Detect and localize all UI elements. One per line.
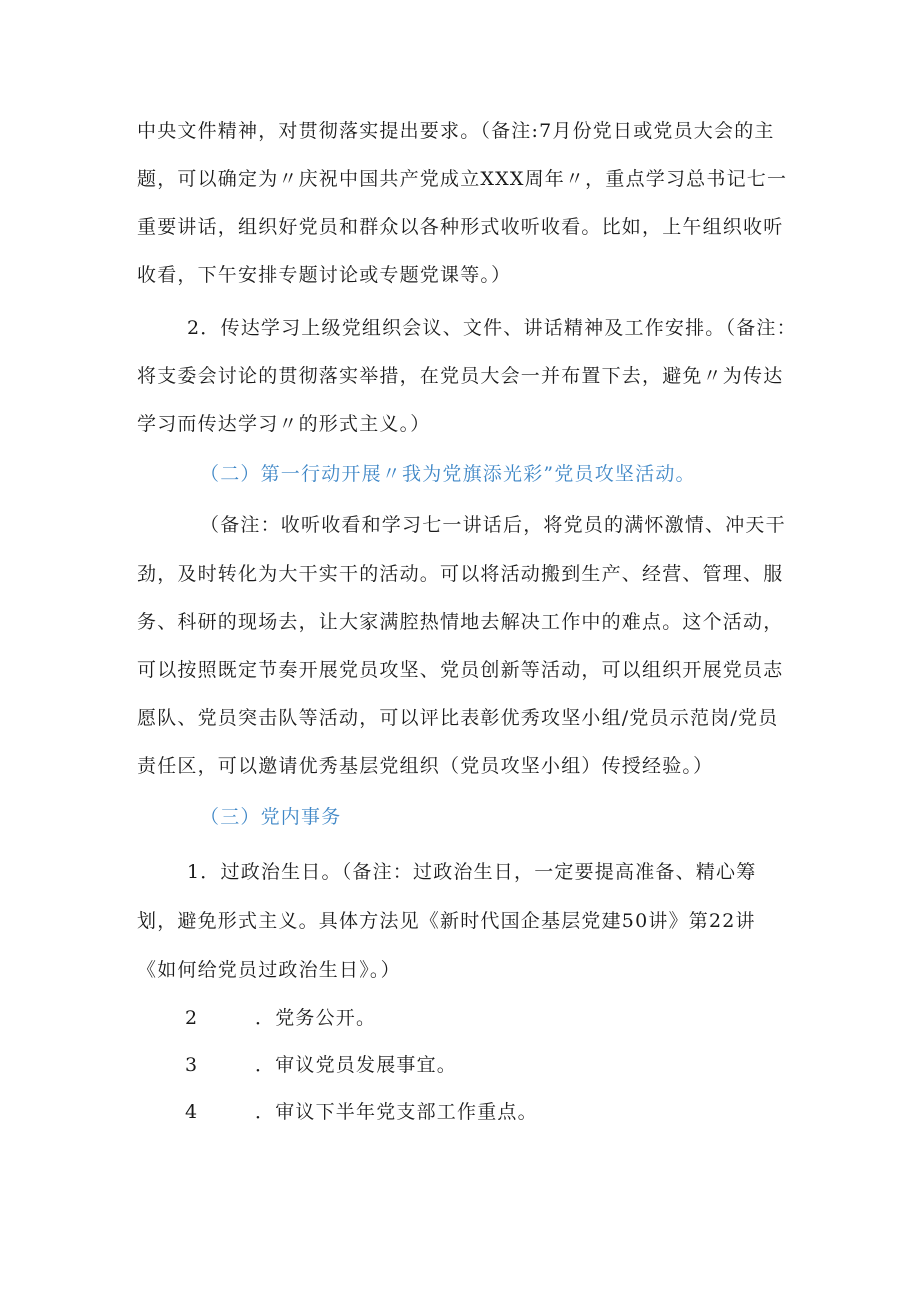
paragraph-1-line-3: 重要讲话，组织好党员和群众以各种形式收听收看。比如，上午组织收听 [137, 216, 784, 238]
paragraph-2-line-1: 2．传达学习上级党组织会议、文件、讲话精神及工作安排。（备注： [187, 317, 797, 339]
list-item-text: ．党务公开。 [255, 1007, 377, 1029]
paragraph-3-line-5: 愿队、党员突击队等活动，可以评比表彰优秀攻坚小组/党员示范岗/党员 [137, 707, 779, 729]
section-heading-2: （二）第一行动开展〃我为党旗添光彩”党员攻坚活动。 [200, 463, 696, 485]
list-item [185, 1099, 538, 1125]
paragraph-1-line-2: 题，可以确定为〃庆祝中国共产党成立XXX周年〃，重点学习总书记七一 [137, 168, 788, 190]
section-heading-3: （三）党内事务 [200, 806, 342, 828]
paragraph-2-line-2: 将支委会讨论的贯彻落实举措，在党员大会一并布置下去，避免〃为传达 [137, 365, 784, 387]
paragraph-2-line-3: 学习而传达学习〃的形式主义。） [137, 413, 431, 435]
list-item [185, 1005, 376, 1031]
paragraph-1-line-4: 收看，下午安排专题讨论或专题党课等。） [137, 264, 512, 286]
list-item-number: 2 [185, 1007, 199, 1029]
paragraph-4-line-1: 1．过政治生日。（备注：过政治生日，一定要提高准备、精心筹 [187, 861, 757, 883]
paragraph-3-line-2: 劲，及时转化为大干实干的活动。可以将活动搬到生产、经营、管理、服 [137, 563, 784, 585]
list-item [185, 1052, 457, 1078]
paragraph-4-line-3: 《如何给党员过政治生日》。） [137, 959, 401, 981]
list-item-text: ．审议党员发展事宜。 [255, 1054, 458, 1076]
list-item-number: 4 [185, 1101, 199, 1123]
paragraph-3-line-1: （备注：收听收看和学习七一讲话后，将党员的满怀激情、冲天干 [200, 514, 786, 536]
paragraph-1-line-1: 中央文件精神，对贯彻落实提出要求。（备注:7月份党日或党员大会的主 [137, 120, 775, 142]
paragraph-3-line-6: 责任区，可以邀请优秀基层党组织（党员攻坚小组）传授经验。） [137, 755, 714, 777]
list-item-text: ．审议下半年党支部工作重点。 [255, 1101, 538, 1123]
list-item-number: 3 [185, 1054, 199, 1076]
paragraph-3-line-3: 务、科研的现场去，让大家满腔热情地去解决工作中的难点。这个活动， [137, 611, 784, 633]
paragraph-3-line-4: 可以按照既定节奏开展党员攻坚、党员创新等活动，可以组织开展党员志 [137, 659, 784, 681]
paragraph-4-line-2: 划，避免形式主义。具体方法见《新时代国企基层党建50讲》第22讲 [137, 910, 756, 932]
